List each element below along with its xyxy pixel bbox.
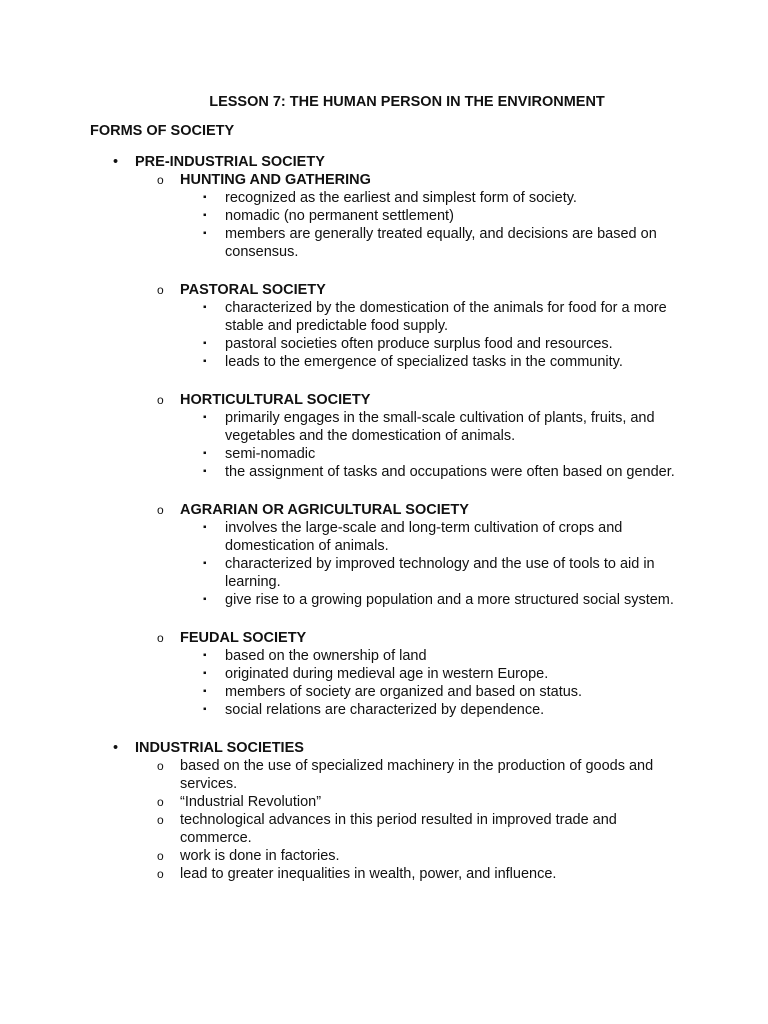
list-item	[0, 445, 768, 463]
bullet-marker: •	[113, 154, 119, 170]
feudal-heading: FEUDAL SOCIETY	[180, 630, 307, 646]
list-item-feudal	[0, 629, 768, 647]
list-item	[0, 335, 768, 353]
pastoral-heading: PASTORAL SOCIETY	[180, 282, 326, 298]
circle-marker: o	[157, 393, 164, 407]
lesson-title: LESSON 7: THE HUMAN PERSON IN THE ENVIRONMENT	[209, 94, 605, 110]
square-marker: ▪	[203, 466, 207, 477]
pre-industrial-heading: PRE-INDUSTRIAL SOCIETY	[135, 154, 325, 170]
list-item-text: characterized by the domestication of the animals for food for a more stable and predictable food supply.	[225, 300, 667, 334]
square-marker: ▪	[203, 704, 207, 715]
square-marker: ▪	[203, 338, 207, 349]
list-item	[0, 847, 768, 865]
list-item	[0, 683, 768, 701]
list-item-horticultural	[0, 391, 768, 409]
industrial-heading: INDUSTRIAL SOCIETIES	[135, 740, 304, 756]
list-item-hunting	[0, 171, 768, 189]
list-item	[0, 793, 768, 811]
list-item-pre-industrial	[0, 153, 768, 171]
list-item-text: pastoral societies often produce surplus food and resources.	[225, 336, 613, 352]
list-item	[0, 665, 768, 683]
list-item-text: work is done in factories.	[180, 848, 340, 864]
square-marker: ▪	[203, 650, 207, 661]
square-marker: ▪	[203, 192, 207, 203]
list-item	[0, 299, 768, 335]
list-item	[0, 189, 768, 207]
section-heading: FORMS OF SOCIETY	[90, 123, 235, 139]
circle-marker: o	[157, 283, 164, 297]
list-item	[0, 647, 768, 665]
list-item-text: “Industrial Revolution”	[180, 794, 322, 810]
horticultural-heading: HORTICULTURAL SOCIETY	[180, 392, 371, 408]
list-item	[0, 207, 768, 225]
hunting-heading: HUNTING AND GATHERING	[180, 172, 371, 188]
list-item-pastoral	[0, 281, 768, 299]
circle-marker: o	[157, 173, 164, 187]
list-item	[0, 811, 768, 847]
list-item-text: recognized as the earliest and simplest form of society.	[225, 190, 577, 206]
list-item-text: semi-nomadic	[225, 446, 316, 462]
agrarian-heading: AGRARIAN OR AGRICULTURAL SOCIETY	[180, 502, 469, 518]
list-item-text: the assignment of tasks and occupations were often based on gender.	[225, 464, 675, 480]
list-item	[0, 591, 768, 609]
circle-marker: o	[157, 631, 164, 645]
circle-marker: o	[157, 503, 164, 517]
list-item-text: members of society are organized and based on status.	[225, 684, 583, 700]
outline-list	[0, 153, 768, 883]
list-item-text: based on the ownership of land	[225, 648, 427, 664]
list-item-text: give rise to a growing population and a more structured social system.	[225, 592, 674, 608]
list-item	[0, 701, 768, 719]
square-marker: ▪	[203, 356, 207, 367]
list-item-text: technological advances in this period resulted in improved trade and commerce.	[180, 812, 617, 846]
list-item	[0, 463, 768, 481]
list-item	[0, 757, 768, 793]
square-marker: ▪	[203, 594, 207, 605]
list-item-agrarian	[0, 501, 768, 519]
list-item-text: lead to greater inequalities in wealth, power, and influence.	[180, 866, 557, 882]
list-item-text: originated during medieval age in western Europe.	[225, 666, 549, 682]
circle-marker: o	[157, 849, 164, 863]
list-item	[0, 353, 768, 371]
square-marker: ▪	[203, 210, 207, 221]
list-item-text: nomadic (no permanent settlement)	[225, 208, 454, 224]
list-item-text: based on the use of specialized machinery in the production of goods and services.	[180, 758, 654, 792]
list-item-industrial	[0, 739, 768, 757]
list-item-text: involves the large-scale and long-term cultivation of crops and domestication of animals.	[225, 520, 623, 554]
list-item	[0, 409, 768, 445]
circle-marker: o	[157, 813, 164, 827]
circle-marker: o	[157, 795, 164, 809]
square-marker: ▪	[203, 668, 207, 679]
square-marker: ▪	[203, 522, 207, 533]
list-item-text: leads to the emergence of specialized tasks in the community.	[225, 354, 623, 370]
square-marker: ▪	[203, 228, 207, 239]
circle-marker: o	[157, 759, 164, 773]
circle-marker: o	[157, 867, 164, 881]
list-item-text: characterized by improved technology and the use of tools to aid in learning.	[225, 556, 655, 590]
list-item-text: members are generally treated equally, and decisions are based on consensus.	[225, 226, 657, 260]
square-marker: ▪	[203, 412, 207, 423]
list-item-text: primarily engages in the small-scale cultivation of plants, fruits, and vegetables and the domestication of animals.	[225, 410, 655, 444]
list-item-text: social relations are characterized by dependence.	[225, 702, 545, 718]
square-marker: ▪	[203, 686, 207, 697]
square-marker: ▪	[203, 302, 207, 313]
list-item	[0, 519, 768, 555]
list-item	[0, 865, 768, 883]
list-item	[0, 225, 768, 261]
list-item	[0, 555, 768, 591]
square-marker: ▪	[203, 448, 207, 459]
square-marker: ▪	[203, 558, 207, 569]
bullet-marker: •	[113, 740, 119, 756]
